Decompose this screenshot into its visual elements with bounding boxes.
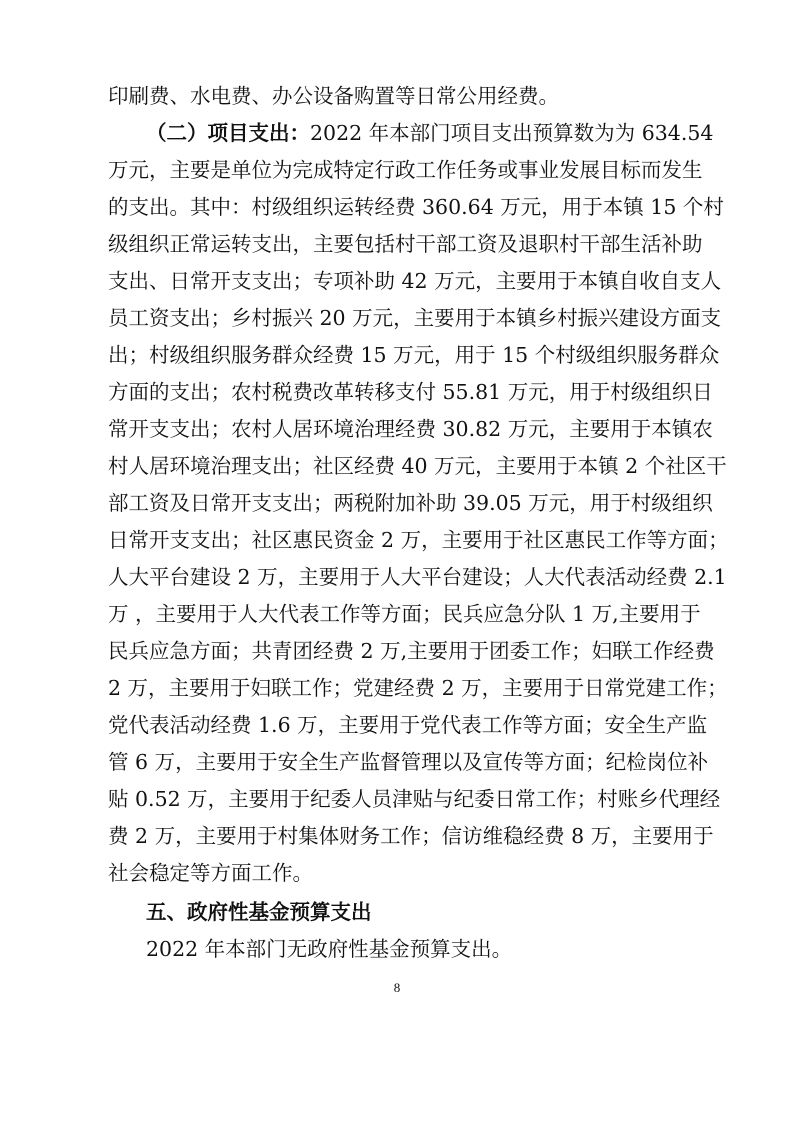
paragraph-line: 常开支支出；农村人居环境治理经费 30.82 万元，主要用于本镇农	[108, 417, 713, 441]
paragraph-line: 的支出。其中：村级组织运转经费 360.64 万元，用于本镇 15 个村	[108, 195, 724, 219]
paragraph-line: 级组织正常运转支出，主要包括村干部工资及退职村干部生活补助	[108, 232, 703, 256]
page-number: 8	[393, 980, 401, 995]
section-heading: （二）项目支出：	[146, 121, 310, 145]
paragraph-line: 贴 0.52 万，主要用于纪委人员津贴与纪委日常工作；村账乡代理经	[108, 787, 721, 811]
paragraph-line: 2022 年本部门无政府性基金预算支出。	[146, 937, 513, 961]
paragraph-line: 万元，主要是单位为完成特定行政工作任务或事业发展目标而发生	[108, 158, 703, 182]
paragraph-line: 部工资及日常开支支出；两税附加补助 39.05 万元，用于村级组织	[108, 491, 713, 515]
section-heading: 五、政府性基金预算支出	[146, 900, 372, 924]
paragraph-line: 方面的支出；农村税费改革转移支付 55.81 万元，用于村级组织日	[108, 380, 713, 404]
paragraph-line: 社会稳定等方面工作。	[108, 861, 313, 885]
paragraph-line: 人大平台建设 2 万，主要用于人大平台建设；人大代表活动经费 2.1	[108, 565, 727, 589]
paragraph-line: 村人居环境治理支出；社区经费 40 万元，主要用于本镇 2 个社区干	[108, 454, 727, 478]
paragraph-line: 出；村级组织服务群众经费 15 万元，用于 15 个村级组织服务群众	[108, 343, 720, 367]
paragraph-line: 党代表活动经费 1.6 万，主要用于党代表工作等方面；安全生产监	[108, 713, 708, 737]
paragraph-line: 支出、日常开支支出；专项补助 42 万元，主要用于本镇自收自支人	[108, 269, 722, 293]
paragraph-line: 万 ，主要用于人大代表工作等方面；民兵应急分队 1 万,主要用于	[108, 602, 701, 626]
paragraph-line: 民兵应急方面；共青团经费 2 万,主要用于团委工作；妇联工作经费	[108, 639, 715, 663]
paragraph-line: 员工资支出；乡村振兴 20 万元，主要用于本镇乡村振兴建设方面支	[108, 306, 722, 330]
paragraph-line: 日常开支支出；社区惠民资金 2 万，主要用于社区惠民工作等方面；	[108, 528, 729, 552]
paragraph-line: 管 6 万，主要用于安全生产监督管理以及宣传等方面；纪检岗位补	[108, 750, 709, 774]
paragraph-line: 2 万，主要用于妇联工作；党建经费 2 万，主要用于日常党建工作；	[108, 676, 728, 700]
paragraph-line	[146, 115, 713, 152]
paragraph-text: 2022 年本部门项目支出预算数为为 634.54	[310, 121, 714, 145]
paragraph-line: 印刷费、水电费、办公设备购置等日常公用经费。	[108, 84, 559, 108]
paragraph-line: 费 2 万，主要用于村集体财务工作；信访维稳经费 8 万，主要用于	[108, 824, 714, 848]
